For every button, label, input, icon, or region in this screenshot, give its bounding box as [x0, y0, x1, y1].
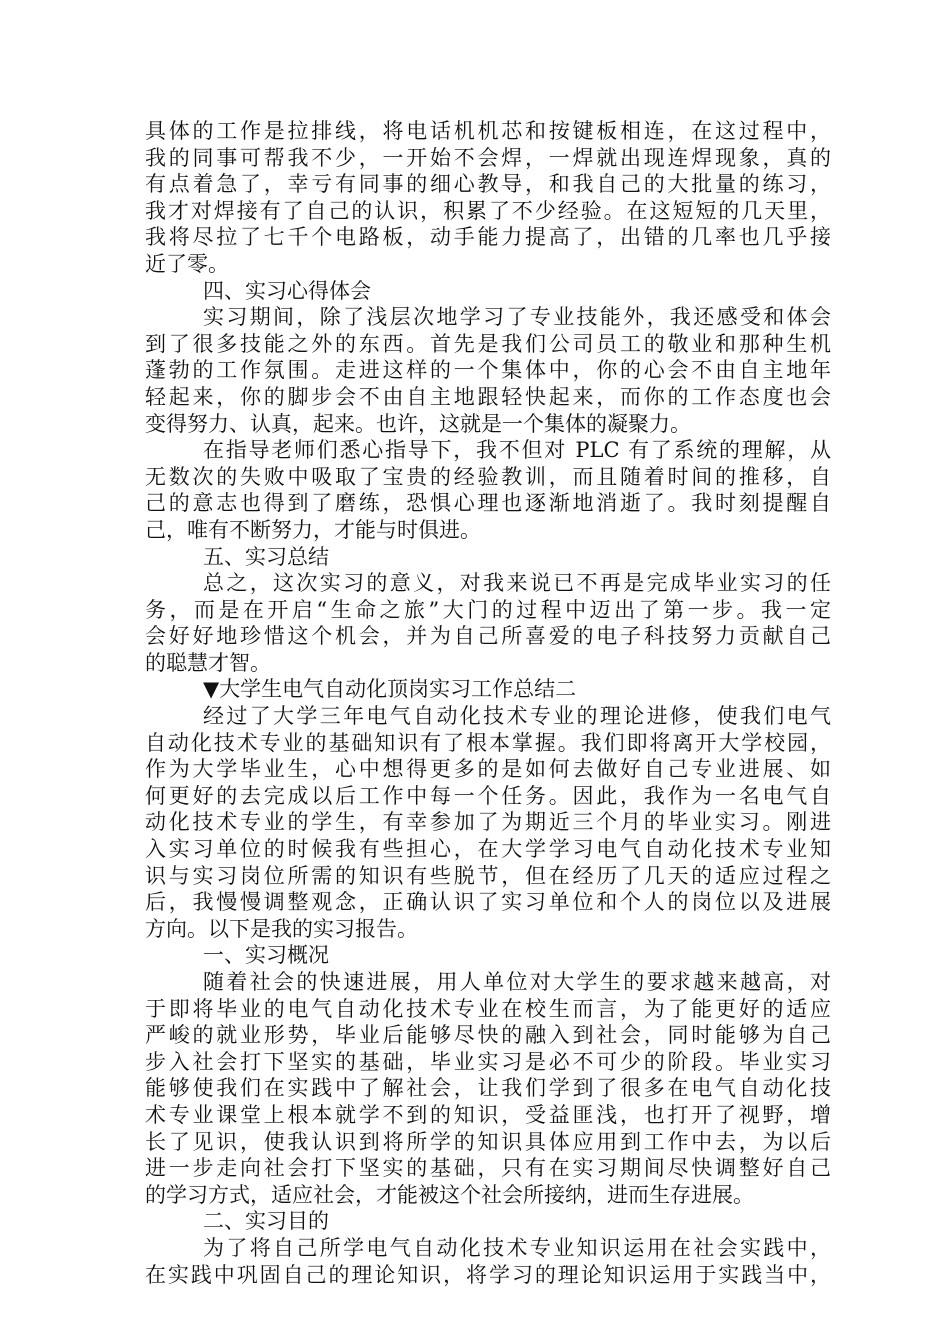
text-line: 自动化技术专业的基础知识有了根本掌握。我们即将离开大学校园，	[145, 730, 831, 755]
text-line: 作为大学毕业生，心中想得更多的是如何去做好自己专业进展、如	[145, 757, 831, 782]
text-line: 能够使我们在实践中了解社会，让我们学到了很多在电气自动化技	[145, 1076, 831, 1101]
text-line: 具体的工作是拉排线，将电话机机芯和按键板相连，在这过程中，	[145, 119, 831, 143]
text-line: 变得努力、认真，起来。也许，这就是一个集体的凝聚力。	[145, 411, 691, 436]
text-line: 随着社会的快速进展，用人单位对大学生的要求越来越高，对	[203, 970, 831, 994]
text-line: 的聪慧才智。	[145, 650, 271, 675]
text-line: 总之，这次实习的意义，对我来说已不再是完成毕业实习的任	[203, 571, 831, 596]
text-line: 会好好地珍惜这个机会，并为自己所喜爱的电子科技努力贡献自己	[145, 624, 831, 649]
text-line: 为了将自己所学电气自动化技术专业知识运用在社会实践中，	[203, 1235, 831, 1260]
text-line: 长了见识，使我认识到将所学的知识具体应用到工作中去，为以后	[145, 1129, 831, 1154]
text-line: 有点着急了，幸亏有同事的细心教导，和我自己的大批量的练习，	[145, 172, 831, 197]
text-line: 己，唯有不断努力，才能与时俱进。	[145, 517, 481, 542]
text-line: 经过了大学三年电气自动化技术专业的理论进修，使我们电气	[203, 704, 831, 729]
text-line: 在指导老师们悉心指导下，我不但对 PLC 有了系统的理解，从	[203, 438, 831, 463]
text-line: 于即将毕业的电气自动化技术专业在校生而言，为了能更好的适应	[145, 996, 831, 1021]
text-line: 蓬勃的工作氛围。走进这样的一个集体中，你的心会不由自主地年	[145, 358, 831, 383]
text-line: 识与实习岗位所需的知识有些脱节，但在经历了几天的适应过程之	[145, 863, 831, 888]
text-line: 轻起来，你的脚步会不由自主地跟轻快起来，而你的工作态度也会	[145, 384, 831, 409]
text-line: 近了零。	[145, 251, 229, 276]
text-line: 在实践中巩固自己的理论知识，将学习的理论知识运用于实践当中，	[145, 1262, 831, 1287]
text-line: 己的意志也得到了磨练，恐惧心理也逐渐地消逝了。我时刻提醒自	[145, 491, 831, 516]
text-line: 的学习方式，适应社会，才能被这个社会所接纳，进而生存进展。	[145, 1182, 754, 1207]
text-line: 严峻的就业形势，毕业后能够尽快的融入到社会，同时能够为自己	[145, 1023, 831, 1048]
text-line: 我将尽拉了七千个电路板，动手能力提高了，出错的几率也几乎接	[145, 225, 831, 250]
section-heading: 二、实习目的	[203, 1209, 329, 1234]
section-heading: 四、实习心得体会	[203, 278, 371, 303]
document-page	[145, 118, 831, 1288]
text-line: 无数次的失败中吸取了宝贵的经验教训，而且随着时间的推移，自	[145, 464, 831, 489]
section-heading: 五、实习总结	[203, 544, 329, 569]
text-line: 何更好的去完成以后工作中每一个任务。因此，我作为一名电气自	[145, 783, 831, 808]
section-heading: 一、实习概况	[203, 943, 329, 968]
text-line: 后，我慢慢调整观念，正确认识了实习单位和个人的岗位以及进展	[145, 890, 831, 915]
text-line: 方向。以下是我的实习报告。	[145, 916, 418, 941]
text-line: 步入社会打下坚实的基础，毕业实习是必不可少的阶段。毕业实习	[145, 1049, 831, 1074]
text-line: 进一步走向社会打下坚实的基础，只有在实习期间尽快调整好自己	[145, 1156, 831, 1181]
text-line: 到了很多技能之外的东西。首先是我们公司员工的敬业和那种生机	[145, 331, 831, 356]
text-line: 术专业课堂上根本就学不到的知识，受益匪浅，也打开了视野，增	[145, 1102, 831, 1127]
text-line: 我才对焊接有了自己的认识，积累了不少经验。在这短短的几天里，	[145, 198, 831, 223]
section-heading: ▼大学生电气自动化顶岗实习工作总结二	[203, 677, 577, 702]
text-line: 入实习单位的时候我有些担心，在大学学习电气自动化技术专业知	[145, 837, 831, 862]
text-line: 我的同事可帮我不少，一开始不会焊，一焊就出现连焊现象，真的	[145, 145, 831, 170]
text-line: 实习期间，除了浅层次地学习了专业技能外，我还感受和体会	[203, 305, 831, 330]
text-line: 动化技术专业的学生，有幸参加了为期近三个月的毕业实习。刚进	[145, 810, 831, 835]
text-line: 务，而是在开启“生命之旅”大门的过程中迈出了第一步。我一定	[145, 597, 831, 622]
